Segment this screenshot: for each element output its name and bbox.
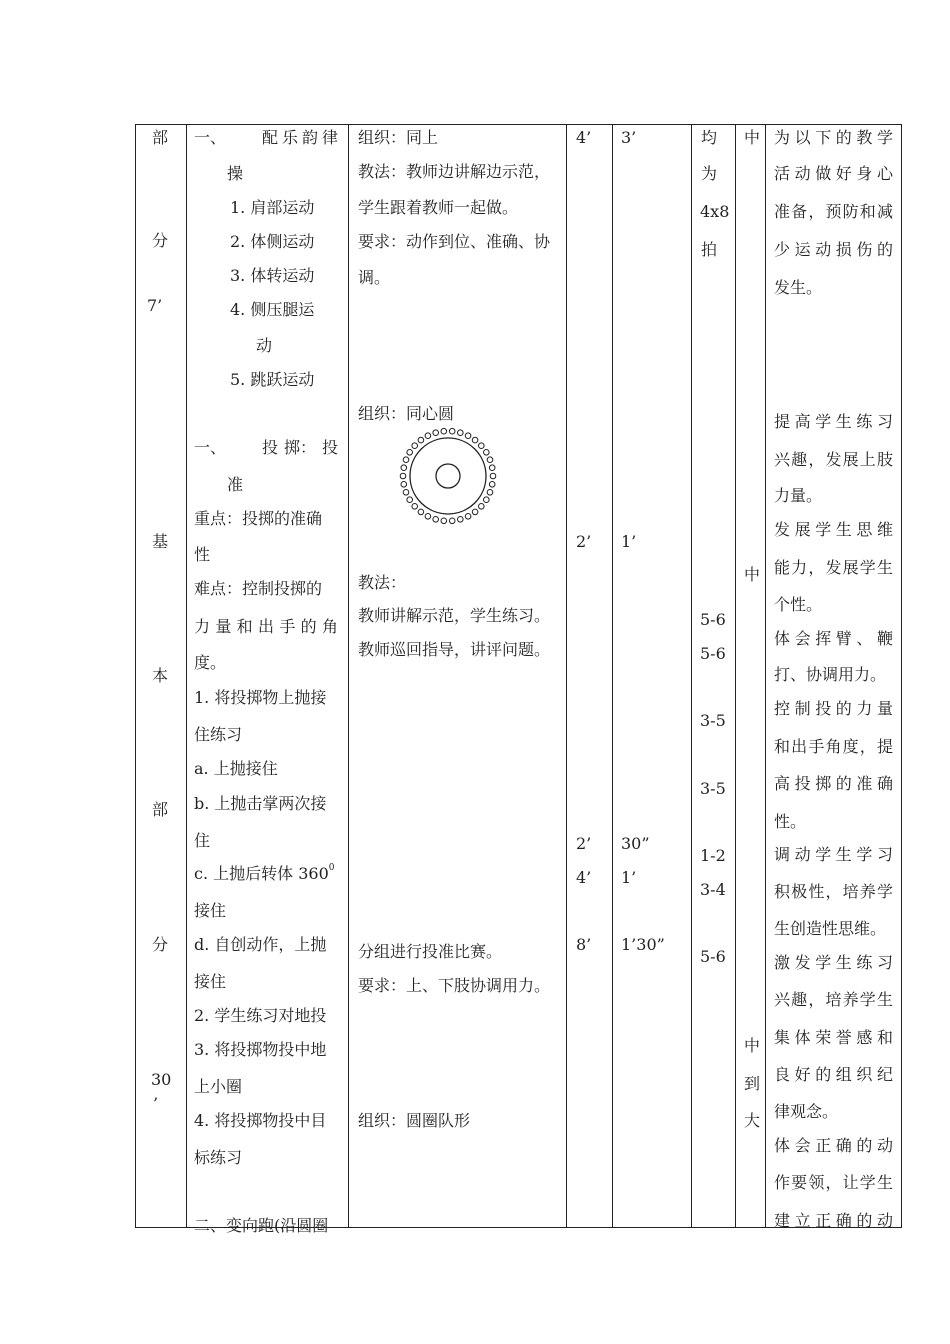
- student-marker: [458, 430, 464, 436]
- time-value: 8’: [576, 935, 592, 954]
- student-marker: [412, 504, 418, 510]
- exercise-item: 5. 跳跃运动: [230, 370, 315, 389]
- student-marker: [465, 433, 471, 439]
- teaching-method: 教法：教师边讲解边示范，: [358, 162, 551, 181]
- purpose-line: 个性。: [774, 595, 823, 614]
- purpose-line: 兴 趣 ， 培 养 学 生: [774, 990, 893, 1009]
- student-marker: [458, 517, 464, 523]
- duration-value: 1’: [621, 532, 637, 551]
- column-divider: [691, 125, 692, 1227]
- purpose-line: 发生。: [774, 278, 823, 297]
- student-marker: [433, 517, 439, 523]
- purpose-line: 为 以 下 的 教 学: [774, 128, 893, 147]
- intensity-char: 大: [744, 1111, 761, 1130]
- teaching-method-cont: 学生跟着教师一起做。: [358, 198, 519, 217]
- purpose-line: 生创造性思维。: [774, 919, 887, 938]
- exercise-item: 2. 体侧运动: [230, 232, 315, 251]
- difficulty: 难点：控制投掷的: [194, 579, 323, 598]
- duration-value: 1’30”: [621, 935, 665, 954]
- count-value: 3-4: [700, 880, 726, 899]
- exercise-sub: c. 上抛后转体 $360^0$: [194, 863, 335, 883]
- student-marker: [479, 504, 485, 510]
- section-char: 本: [152, 666, 169, 685]
- section-char: 部: [152, 800, 169, 819]
- purpose-line: 发 展 学 生 思 维: [774, 520, 893, 539]
- requirement: 要求：动作到位、准确、协: [358, 232, 551, 251]
- student-marker: [479, 443, 485, 449]
- duration-value: 3’: [621, 128, 637, 147]
- duration-value: 1’: [621, 868, 637, 887]
- exercise-step-cont: 上小圈: [194, 1077, 243, 1096]
- exercise-sub: b. 上抛击掌两次接: [194, 794, 327, 813]
- student-marker: [433, 430, 439, 436]
- teaching-method-cont: 教师巡回指导，讲评问题。: [358, 640, 551, 659]
- student-marker: [403, 457, 409, 463]
- section-title-cont: 操: [227, 164, 244, 183]
- exercise-item: 1. 肩部运动: [230, 198, 315, 217]
- section-title-cont: 准: [227, 475, 244, 494]
- student-marker: [490, 473, 496, 479]
- difficulty-cont: 力 量 和 出 手 的 角: [194, 617, 338, 636]
- student-marker: [484, 450, 490, 456]
- teaching-method-cont: 教师讲解示范，学生练习。: [358, 606, 551, 625]
- exercise-step: 4. 将投掷物投中目: [194, 1111, 327, 1130]
- student-marker: [472, 437, 478, 443]
- column-divider: [735, 125, 736, 1227]
- time-value: 4’: [576, 128, 592, 147]
- exercise-sub: a. 上抛接住: [194, 759, 278, 778]
- student-marker: [487, 457, 493, 463]
- section-heading-cut: 二、变向跑(沿圆圈: [194, 1216, 329, 1235]
- intensity-char: 中: [744, 128, 761, 147]
- purpose-line: 高 投 掷 的 准 确: [774, 774, 893, 793]
- student-marker: [407, 450, 413, 456]
- column-divider: [348, 125, 349, 1227]
- student-marker: [425, 514, 431, 520]
- exercise-item-cont: 动: [256, 336, 273, 355]
- time-value: 2’: [576, 532, 592, 551]
- purpose-line: 打、协调用力。: [774, 665, 887, 684]
- student-marker: [489, 482, 495, 488]
- difficulty-cont: 度。: [194, 653, 227, 672]
- section-number: 一、: [194, 128, 227, 147]
- purpose-line: 准 备 ， 预 防 和 减: [774, 202, 893, 221]
- purpose-line: 活 动 做 好 身 心: [774, 164, 893, 183]
- student-marker: [412, 443, 418, 449]
- exercise-step: 2. 学生练习对地投: [194, 1006, 327, 1025]
- purpose-line: 少 运 动 损 伤 的: [774, 240, 893, 259]
- section-char: 分: [152, 231, 169, 250]
- purpose-line: 力量。: [774, 486, 823, 505]
- requirement-cont: 调。: [358, 268, 391, 287]
- time-value: 4’: [576, 868, 592, 887]
- key-point-cont: 性: [194, 545, 211, 564]
- purpose-line: 体 会 正 确 的 动: [774, 1136, 893, 1155]
- exercise-item: 4. 侧压腿运: [230, 300, 315, 319]
- student-marker: [418, 437, 424, 443]
- count-value: 3-5: [700, 779, 726, 798]
- count-char: 均: [701, 128, 718, 147]
- purpose-line: 激 发 学 生 练 习: [774, 953, 893, 972]
- student-marker: [418, 509, 424, 515]
- exercise-sub-cont: 接住: [194, 972, 227, 991]
- student-marker: [403, 490, 409, 496]
- student-marker: [441, 518, 447, 524]
- requirement: 要求：上、下肢协调用力。: [358, 976, 551, 995]
- section-time: 30: [151, 1070, 172, 1089]
- purpose-line: 提 高 学 生 练 习: [774, 412, 893, 431]
- purpose-line: 良 好 的 组 织 纪: [774, 1065, 893, 1084]
- exercise-step-cont: 标练习: [194, 1148, 243, 1167]
- purpose-line: 控 制 投 的 力 量: [774, 699, 893, 718]
- section-char: 基: [152, 532, 169, 551]
- column-divider: [566, 125, 567, 1227]
- section-number: 一、: [194, 438, 227, 457]
- section-time-mark: ’: [153, 1094, 159, 1113]
- purpose-line: 建 立 正 确 的 动: [774, 1211, 893, 1230]
- count-value: 5-6: [700, 610, 726, 629]
- purpose-line: 体 会 挥 臂 、 鞭: [774, 629, 893, 648]
- section-title: 配 乐 韵 律: [262, 128, 338, 147]
- student-marker: [484, 497, 490, 503]
- section-time: 7’: [147, 296, 163, 315]
- student-marker: [472, 509, 478, 515]
- count-char: 拍: [701, 240, 718, 259]
- student-marker: [401, 465, 407, 471]
- teaching-method: 教法：: [358, 573, 407, 592]
- student-marker: [465, 514, 471, 520]
- exercise-item: 3. 体转运动: [230, 266, 315, 285]
- student-marker: [425, 433, 431, 439]
- count-char: 为: [701, 164, 718, 183]
- purpose-line: 作 要 领 ， 让 学 生: [774, 1173, 893, 1192]
- student-marker: [400, 473, 406, 479]
- section-char: 部: [152, 128, 169, 147]
- exercise-step-cont: 住练习: [194, 725, 243, 744]
- column-divider: [612, 125, 613, 1227]
- student-marker: [449, 518, 455, 524]
- section-char: 分: [152, 935, 169, 954]
- organization: 组织：同上: [358, 128, 439, 147]
- key-point: 重点：投掷的准确: [194, 509, 323, 528]
- student-marker: [487, 490, 493, 496]
- exercise-step: 3. 将投掷物投中地: [194, 1040, 327, 1059]
- group-activity: 分组进行投准比赛。: [358, 942, 503, 961]
- intensity-char: 到: [744, 1074, 761, 1093]
- purpose-line: 积 极 性 ， 培 养 学: [774, 882, 893, 901]
- time-value: 2’: [576, 834, 592, 853]
- purpose-line: 集 体 荣 誉 感 和: [774, 1028, 893, 1047]
- column-divider: [765, 125, 766, 1227]
- purpose-line: 性。: [774, 812, 807, 831]
- count-value: 4x8: [700, 202, 730, 221]
- purpose-line: 和 出 手 角 度 ， 提: [774, 737, 893, 756]
- count-value: 1-2: [700, 846, 726, 865]
- count-value: 5-6: [700, 644, 726, 663]
- exercise-sub-cont: 住: [194, 831, 211, 850]
- student-marker: [441, 428, 447, 434]
- student-marker: [407, 497, 413, 503]
- exercise-sub: d. 自创动作，上抛: [194, 935, 327, 954]
- count-value: 3-5: [700, 711, 726, 730]
- student-marker: [449, 428, 455, 434]
- concentric-circle-diagram: [398, 424, 498, 528]
- section-title: 投 掷： 投: [262, 438, 338, 457]
- student-marker: [401, 482, 407, 488]
- purpose-line: 兴 趣 ， 发 展 上 肢: [774, 450, 893, 469]
- exercise-sub-cont: 接住: [194, 901, 227, 920]
- organization: 组织：同心圆: [358, 404, 455, 423]
- intensity-char: 中: [744, 565, 761, 584]
- column-divider: [186, 125, 187, 1227]
- purpose-line: 能 力 ， 发 展 学 生: [774, 558, 893, 577]
- student-marker: [489, 465, 495, 471]
- purpose-line: 调 动 学 生 学 习: [774, 845, 893, 864]
- exercise-step: 1. 将投掷物上抛接: [194, 688, 327, 707]
- count-value: 5-6: [700, 947, 726, 966]
- duration-value: 30”: [621, 834, 650, 853]
- intensity-char: 中: [744, 1036, 761, 1055]
- purpose-line: 律观念。: [774, 1102, 839, 1121]
- organization: 组织：圆圈队形: [358, 1111, 471, 1130]
